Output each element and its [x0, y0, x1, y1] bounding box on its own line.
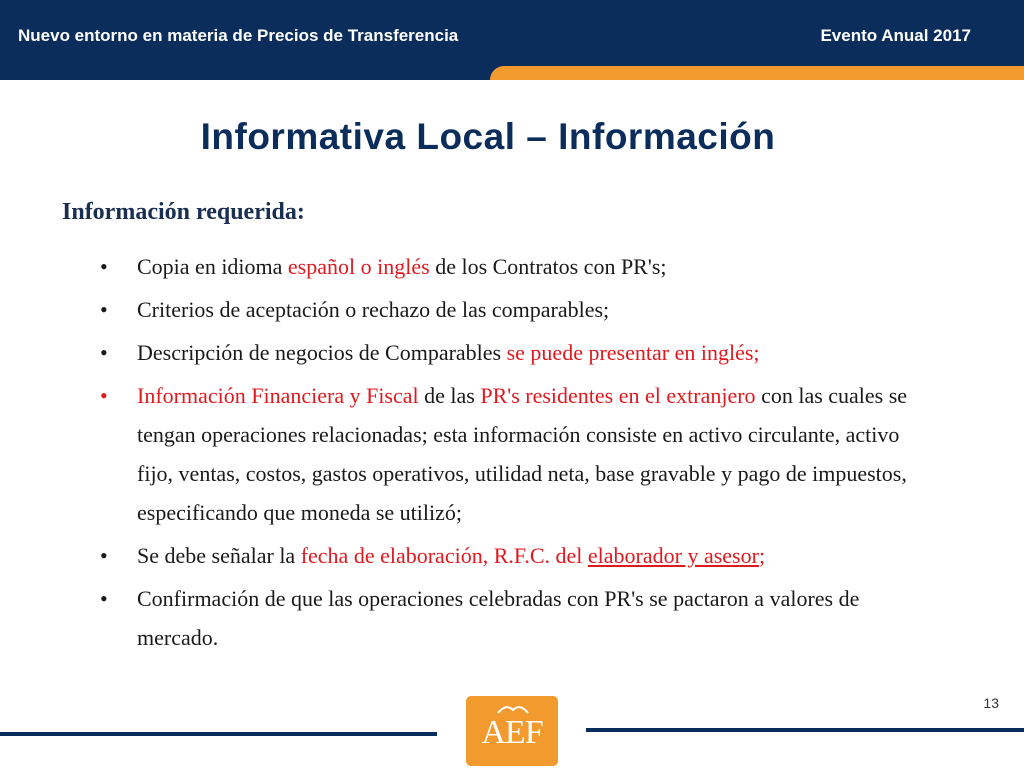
event-title: Evento Anual 2017 [820, 26, 971, 45]
section-heading: Información requerida: [62, 199, 305, 225]
logo-text: AEF [481, 714, 543, 751]
highlight-text: se puede presentar en inglés; [506, 340, 760, 365]
aef-logo [466, 696, 558, 766]
presentation-title: Nuevo entorno en materia de Precios de Transferencia [18, 26, 459, 45]
bullet-item-criteria: • Criterios de aceptación o rechazo de las comparables; [100, 290, 940, 329]
bullet-dot-icon: • [100, 340, 108, 365]
bullet-dot-icon: • [100, 586, 108, 611]
bullet-dot-icon: • [100, 543, 108, 568]
bullet-item-confirmation: • Confirmación de que las operaciones celebradas con PR's se pactaron a valores de mercado. [100, 579, 940, 657]
bullet-item-business-description: • Descripción de negocios de Comparables se puede presentar en inglés; [100, 333, 940, 372]
bullet-item-elaboration-date: • Se debe señalar la fecha de elaboración, R.F.C. del elaborador y asesor; [100, 536, 940, 575]
footer-line-left [0, 732, 437, 736]
highlight-text: PR's residentes en el extranjero [480, 383, 756, 408]
slide-title: Informativa Local – Información [200, 116, 776, 157]
highlight-text: ; [758, 543, 766, 568]
bullet-dot-icon: • [100, 383, 108, 408]
highlight-text: Información Financiera y Fiscal [137, 383, 419, 408]
header-accent-bar [490, 66, 1024, 80]
page-number: 13 [983, 695, 999, 711]
bullet-item-contracts: • Copia en idioma español o inglés de los Contratos con PR's; [100, 247, 940, 286]
underlined-highlight-text: elaborador y asesor [587, 543, 759, 568]
bullet-list [100, 247, 940, 661]
highlight-text: español o inglés [287, 254, 430, 279]
bullet-item-financial-info: • Información Financiera y Fiscal de las PR's residentes en el extranjero con las cuales se tengan operaciones relacionadas; esta información consiste en activo circulante, activo fijo, ventas, costos, gastos operativos, utilidad neta, base gravable y pago de impuestos, especificando que moneda se utilizó; [100, 376, 940, 532]
footer-line-right [586, 728, 1024, 732]
bullet-dot-icon: • [100, 254, 108, 279]
highlight-text: fecha de elaboración, R.F.C. del [300, 543, 588, 568]
bullet-dot-icon: • [100, 297, 108, 322]
bird-icon [496, 701, 530, 715]
